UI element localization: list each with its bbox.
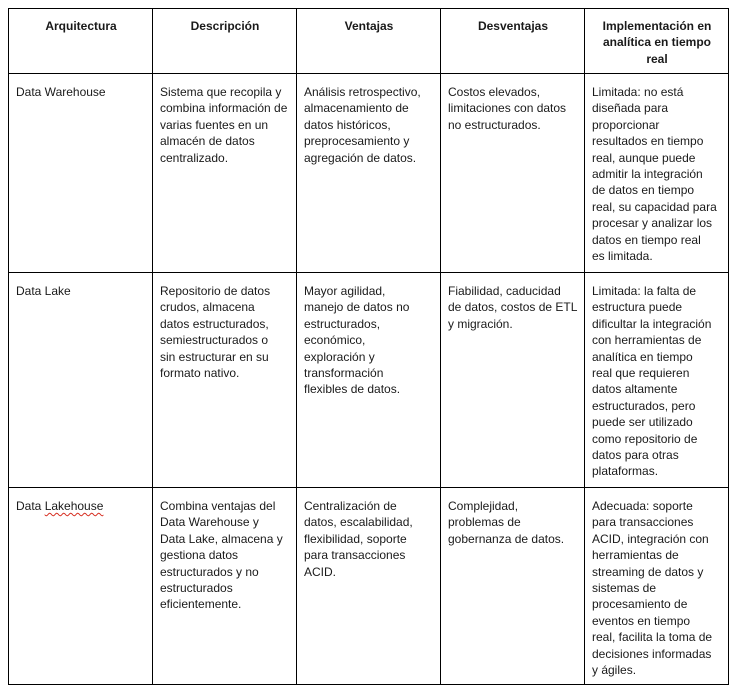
cell-ventajas: Mayor agilidad, manejo de datos no estructurados, económico, exploración y transformación flexibles de datos. bbox=[297, 273, 441, 488]
cell-desventajas: Costos elevados, limitaciones con datos no estructurados. bbox=[441, 74, 585, 273]
table-row bbox=[9, 74, 729, 273]
cell-implementacion: Adecuada: soporte para transacciones ACID, integración con herramientas de streaming de datos y sistemas de procesamiento de eventos en tiempo real, facilita la toma de decisiones informadas y ágiles. bbox=[585, 488, 729, 685]
cell-implementacion: Limitada: la falta de estructura puede dificultar la integración con herramientas de analítica en tiempo real que requieren datos altamente estructurados, pero puede ser utilizado como repositorio de datos para otras plataformas. bbox=[585, 273, 729, 488]
table-row bbox=[9, 273, 729, 488]
cell-desventajas: Fiabilidad, caducidad de datos, costos de ETL y migración. bbox=[441, 273, 585, 488]
cell-descripcion: Repositorio de datos crudos, almacena datos estructurados, semiestructurados o sin estructurar en su formato nativo. bbox=[153, 273, 297, 488]
cell-implementacion: Limitada: no está diseñada para proporcionar resultados en tiempo real, aunque puede admitir la integración de datos en tiempo real, su capacidad para procesar y analizar los datos en tiempo real es limitada. bbox=[585, 74, 729, 273]
cell-desventajas: Complejidad, problemas de gobernanza de datos. bbox=[441, 488, 585, 685]
header-desventajas: Desventajas bbox=[441, 9, 585, 74]
table-row bbox=[9, 488, 729, 685]
arquitectura-name: Data Warehouse bbox=[16, 85, 106, 99]
header-descripcion: Descripción bbox=[153, 9, 297, 74]
header-row bbox=[9, 9, 729, 74]
cell-descripcion: Combina ventajas del Data Warehouse y Data Lake, almacena y gestiona datos estructurados y no estructurados eficientemente. bbox=[153, 488, 297, 685]
cell-arquitectura bbox=[9, 74, 153, 273]
header-implementacion: Implementación en analítica en tiempo real bbox=[585, 9, 729, 74]
arquitectura-name: Data Lake bbox=[16, 284, 71, 298]
cell-arquitectura bbox=[9, 488, 153, 685]
architectures-table bbox=[8, 8, 729, 685]
header-ventajas: Ventajas bbox=[297, 9, 441, 74]
cell-descripcion: Sistema que recopila y combina información de varias fuentes en un almacén de datos centralizado. bbox=[153, 74, 297, 273]
arquitectura-name: Data bbox=[16, 499, 45, 513]
cell-arquitectura bbox=[9, 273, 153, 488]
cell-ventajas: Centralización de datos, escalabilidad, flexibilidad, soporte para transacciones ACID. bbox=[297, 488, 441, 685]
spellcheck-flagged-word: Lakehouse bbox=[44, 499, 104, 513]
header-arquitectura: Arquitectura bbox=[9, 9, 153, 74]
cell-ventajas: Análisis retrospectivo, almacenamiento de datos históricos, preprocesamiento y agregación de datos. bbox=[297, 74, 441, 273]
